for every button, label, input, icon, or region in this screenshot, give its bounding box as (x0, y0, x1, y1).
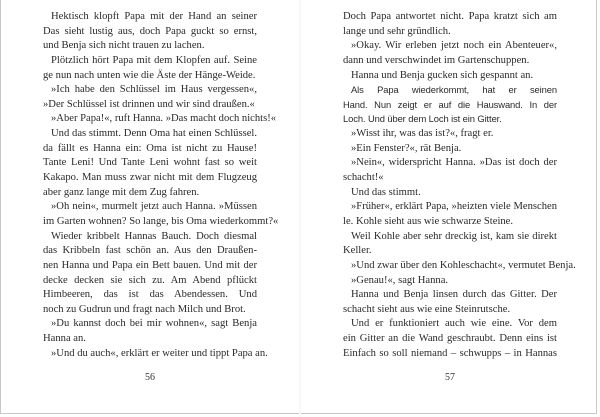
text-line: »Der Schlüssel ist drinnen und wir sind draußen.« (43, 98, 255, 110)
text-line: ge nun nach unten wie die Äste der Hänge-Weide. (43, 69, 256, 81)
page-number-right: 57 (445, 372, 455, 383)
text-line: Keller. (343, 245, 372, 257)
text-line: »Oh nein«, murmelt jetzt auch Hanna. »Müssen (51, 201, 257, 213)
text-line: da fällt es Hanna ein: Oma ist nicht zu Hause! (43, 142, 257, 154)
text-line: »Und zwar über den Kohleschacht«, vermutet Benja. (351, 259, 576, 271)
text-line: schacht!« (343, 172, 384, 184)
text-line: schacht sieht aus wie eine Steinrutsche. (343, 303, 511, 315)
text-line: »Du kannst doch bei mir wohnen«, sagt Benja (51, 318, 257, 330)
text-line: »Früher«, erklärt Papa, »heizten viele Menschen (351, 201, 557, 213)
text-line: ein Gitter an die Wand geschraubt. Denn eins ist (343, 333, 557, 345)
text-line: das Kribbeln fast schön an. Aus den Draußen- (43, 245, 257, 257)
text-line: Himbeeren, das ist das Abendessen. Und (43, 289, 257, 301)
text-line: lange und sehr gründlich. (343, 25, 451, 37)
text-line: aber ganz lange mit dem Zug fahren. (43, 186, 200, 198)
book-gutter (299, 0, 301, 417)
text-line: »Und du auch«, erklärt er weiter und tippt Papa an. (51, 347, 268, 359)
left-page-text (43, 10, 279, 361)
text-line: »Ich habe den Schlüssel im Haus vergessen«, (51, 84, 257, 96)
page-number-left: 56 (145, 372, 155, 383)
text-line: Und er funktioniert auch wie eine. Vor dem (351, 318, 557, 330)
text-line: »Aber Papa!«, ruft Hanna. »Das macht doch nichts!« (51, 113, 277, 125)
text-line: Wieder kribbelt Hannas Bauch. Doch diesmal (51, 230, 257, 242)
text-line: Und das stimmt. Denn Oma hat einen Schlüssel. (51, 128, 257, 140)
text-line: Als Papa wiederkommt, hat er seinen (351, 84, 557, 96)
text-line: dann und verschwindet im Gartenschuppen. (343, 54, 530, 66)
text-line: und Benja sich nicht trauen zu lachen. (43, 40, 205, 52)
text-line: »Nein«, widerspricht Hanna. »Das ist doch der (351, 157, 557, 169)
text-line: Kakapo. Man muss zwar nicht mit dem Flugzeug (43, 172, 257, 184)
text-line: nen Hanna und Papa ein Bett bauen. Und mit der (43, 259, 257, 271)
text-line: Hektisch klopft Papa mit der Hand an seiner (51, 11, 257, 22)
text-line: Doch Papa antwortet nicht. Papa kratzt sich am (343, 11, 557, 22)
text-line: »Ein Fenster?«, rät Benja. (351, 142, 462, 154)
text-line: Das sieht lustig aus, doch Papa guckt so ernst, (43, 25, 257, 37)
text-line: Einfach so soll niemand – schwupps – in Hannas (343, 347, 557, 359)
text-line: Hand. Nun zeigt er auf die Hauswand. In der (343, 98, 557, 110)
text-line: »Wisst ihr, was das ist?«, fragt er. (351, 128, 494, 140)
text-line: noch zu Gudrun und fragt nach Milch und Brot. (43, 303, 246, 315)
text-line: Loch. Und über dem Loch ist ein Gitter. (343, 113, 502, 125)
text-line: Weil Kohle aber sehr dreckig ist, kam sie direkt (351, 230, 557, 242)
text-line: Tante Leni! Und Tante Leni wohnt fast so weit (43, 157, 257, 169)
text-line: »Okay. Wir erleben jetzt noch ein Abenteuer«, (351, 40, 557, 52)
right-page-text (343, 10, 576, 361)
text-line: Hanna an. (43, 333, 86, 345)
text-line: »Genau!«, sagt Hanna. (351, 274, 449, 286)
text-line: decke decken sie sich zu. Am Abend pflückt (43, 274, 257, 286)
text-line: Plötzlich hört Papa mit dem Klopfen auf. Seine (51, 54, 257, 66)
text-line: im Garten wohnen? So lange, bis Oma wiederkommt?« (43, 215, 279, 227)
text-line: Und das stimmt. (351, 186, 421, 198)
text-line: Hanna und Benja linsen durch das Gitter. Der (351, 289, 557, 301)
text-line: le. Kohle sieht aus wie schwarze Steine. (343, 215, 514, 227)
text-line: Hanna und Benja gucken sich gespannt an. (351, 69, 534, 81)
